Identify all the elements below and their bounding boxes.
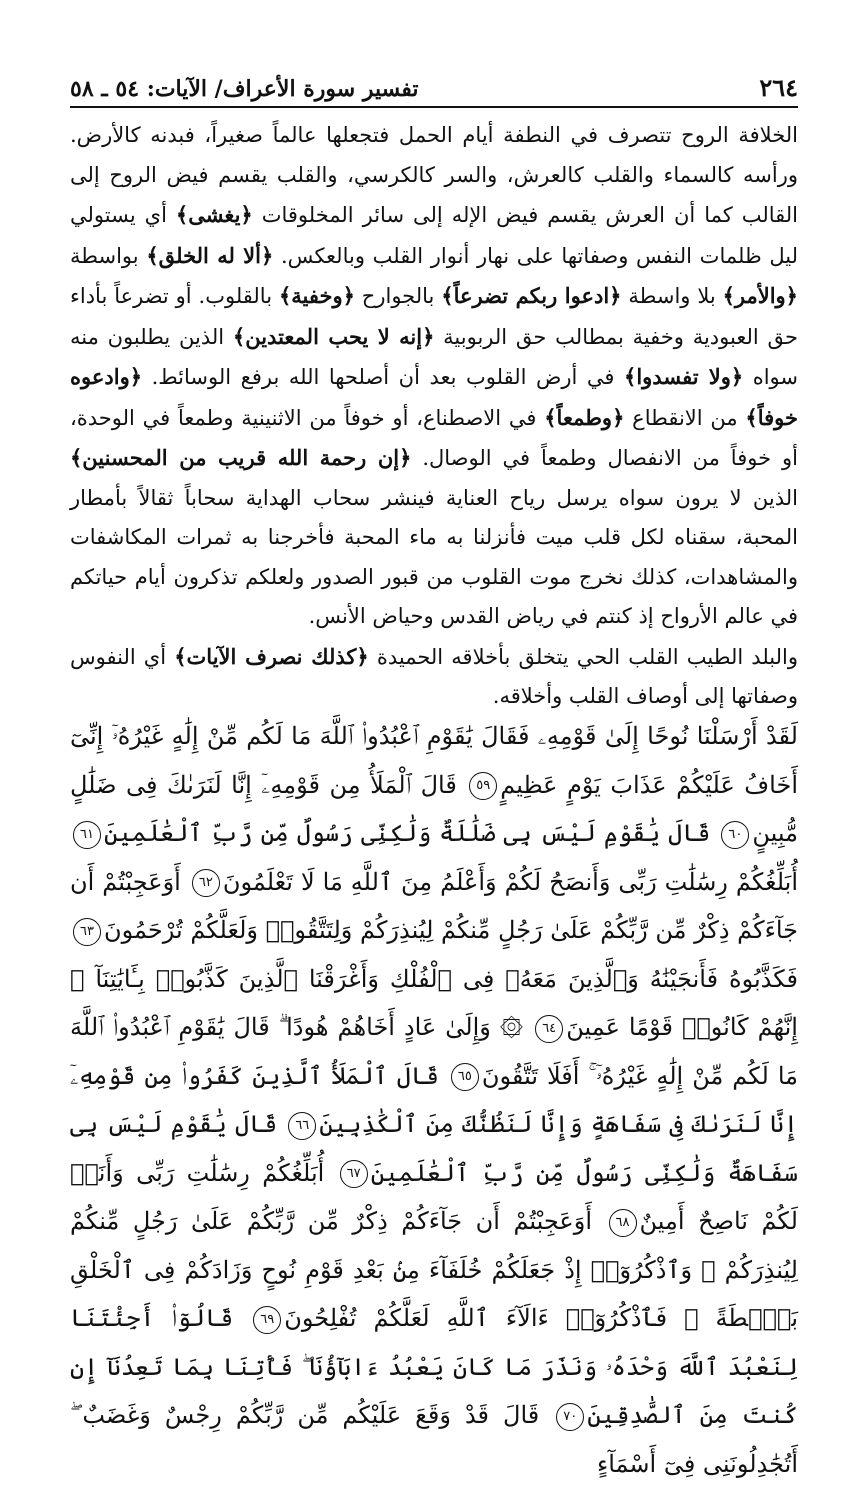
ayah-number-marker: ٧٠ [556, 1403, 584, 1431]
quoted-phrase: ﴿ألا له الخلق﴾ [146, 242, 274, 268]
verse-text: أُبَلِّغُكُمْ رِسَٰلَٰتِ رَبِّى وَأَنَا۠ لَكُمْ نَاصِحٌ أَمِينٌ [70, 1158, 798, 1235]
quoted-phrase: ﴿إن رحمة الله قريب من المحسنين﴾ [70, 445, 412, 470]
ayah-number-marker: ٥٩ [469, 772, 497, 800]
page-number: ٢٦٤ [759, 73, 798, 102]
commentary-segment: من الانقطاع [624, 405, 746, 430]
ayah-number-marker: ٦٧ [340, 1160, 368, 1188]
commentary-segment: الذين يطلبون منه سواه [70, 324, 798, 389]
ayah-number-marker: ٦١ [73, 821, 101, 849]
verse-text: قَالَ قَدْ وَقَعَ عَلَيْكُم مِّن رَّبِّكُمْ رِجْسٌ وَغَضَبٌ ۖ أَتُجَٰدِلُونَنِى فِىٓ أَسْمَآءٍ [70, 1401, 798, 1478]
ayah-number-marker: ٦٠ [721, 821, 749, 849]
commentary-segment: أي يستولي ليل ظلمات النفس وصفاتها على نهار أنوار القلب وبالعكس. [70, 203, 798, 268]
verse-text: قَالُوٓا۟ أَجِئْتَنَا لِنَعْبُدَ ٱللَّهَ وَحْدَهُۥ وَنَذَرَ مَا كَانَ يَعْبُدُ ءَابَآؤُنَا ۖ فَأْتِنَا بِمَا تَعِدُنَآ إِن كُنتَ مِنَ ٱلصَّٰدِقِينَ [70, 1304, 798, 1429]
commentary-paragraph [70, 637, 798, 717]
quoted-phrase: ﴿ادعوا ربكم تضرعاً﴾ [441, 283, 622, 308]
commentary-segment: بالجوارح [354, 284, 442, 308]
quoted-phrase: ﴿ولا تفسدوا﴾ [624, 364, 744, 389]
ayah-number-marker: ٦٤ [535, 1015, 563, 1043]
page-header [70, 62, 798, 108]
verse-text: لَقَدْ أَرْسَلْنَا نُوحًا إِلَىٰ قَوْمِهِۦ فَقَالَ يَٰقَوْمِ ٱعْبُدُوا۟ ٱللَّهَ مَا لَكُم مِّنْ إِلَٰهٍ غَيْرُهُۥٓ إِنِّىٓ أَخَافُ عَلَيْكُمْ عَذَابَ يَوْمٍ عَظِيمٍ [70, 722, 798, 799]
commentary-segment: في أرض القلوب بعد أن أصلحها الله برفع الوسائط. [142, 365, 625, 389]
commentary-segment: والبلد الطيب القلب الحي يتخلق بأخلاقه الحميدة [368, 644, 798, 669]
commentary-segment: بالقلوب. أو تضرعاً بأداء حق العبودية وخفية بمطالب حق الربوبية [70, 284, 798, 349]
ayah-number-marker: ٦٨ [609, 1209, 637, 1237]
commentary-segment: بلا واسطة [621, 284, 723, 308]
quoted-phrase: ﴿كذلك نصرف الآيات﴾ [174, 643, 369, 669]
verse-text: أَوَعَجِبْتُمْ أَن جَآءَكُمْ ذِكْرٌ مِّن رَّبِّكُمْ عَلَىٰ رَجُلٍ مِّنكُمْ لِيُنذِرَكُمْ ۚ وَٱذْكُرُوٓا۟ إِذْ جَعَلَكُمْ خُلَفَآءَ مِنۢ بَعْدِ قَوْمِ نُوحٍ وَزَادَكُمْ فِى ٱلْخَلْقِ بَصْۜطَةً ۖ فَٱذْكُرُوٓا۟ ءَالَآءَ ٱللَّهِ لَعَلَّكُمْ تُفْلِحُونَ [70, 1207, 798, 1332]
ayah-number-marker: ٦٦ [288, 1112, 316, 1140]
verse-text: أُبَلِّغُكُمْ رِسَٰلَٰتِ رَبِّى وَأَنصَحُ لَكُمْ وَأَعْلَمُ مِنَ ٱللَّهِ مَا لَا تَعْلَمُونَ [222, 867, 798, 896]
commentary-segment: الخلافة الروح تتصرف في النطفة أيام الحمل فتجعلها عالماً صغيراً، فبدنه كالأرض. ورأسه كالسماء والقلب كالعرش، والسر كالكرسي، والقلب يقسم فيض الروح إلى القالب كما أن العرش يقسم فيض الإله إلى سائر المخلوقات [70, 123, 798, 227]
commentary-segment: الذين لا يرون سواه يرسل رياح العناية فينشر سحاب الهداية سحاباً ثقالاً بأمطار المحبة، سقناه لكل قلب ميت فأنزلنا به ماء المحبة فأخرجنا به ثمرات المكاشفات والمشاهدات، كذلك نخرج موت القلوب من قبور الصدور ولعلكم تذكرون أيام حياتكم في عالم الأرواح إذ كنتم في رياض القدس وحياض الأنس. [70, 485, 798, 628]
commentary-segment: أي النفوس وصفاتها إلى أوصاف القلب وأخلاقه. [70, 644, 798, 708]
quoted-phrase: ﴿يغشى﴾ [175, 202, 253, 227]
commentary-segment: في الاصطناع، أو خوفاً من الاثنينية وطمعاً في الوحدة، أو خوفاً من الانفصال وطمعاً في الوصال. [70, 405, 798, 470]
verse-text: قَالَ ٱلْمَلَأُ مِن قَوْمِهِۦٓ إِنَّا لَنَرَىٰكَ فِى ضَلَٰلٍ مُّبِينٍ [70, 770, 798, 847]
verse-text: أَوَعَجِبْتُمْ أَن جَآءَكُمْ ذِكْرٌ مِّن رَّبِّكُمْ عَلَىٰ رَجُلٍ مِّنكُمْ لِيُنذِرَكُمْ وَلِتَتَّقُوا۟ وَلَعَلَّكُمْ تُرْحَمُونَ [70, 867, 798, 944]
verse-text: فَكَذَّبُوهُ فَأَنجَيْنَٰهُ وَٱلَّذِينَ مَعَهُۥ فِى ٱلْفُلْكِ وَأَغْرَقْنَا ٱلَّذِينَ كَذَّبُوا۟ بِـَٔايَٰتِنَآ ۚ إِنَّهُمْ كَانُوا۟ قَوْمًا عَمِينَ [70, 964, 798, 1041]
quoted-phrase: ﴿وادعوه خوفاً﴾ [70, 364, 798, 430]
ayah-number-marker: ٦٣ [73, 918, 101, 946]
ayah-number-marker: ٦٩ [253, 1306, 281, 1334]
quoted-phrase: ﴿إنه لا يحب المعتدين﴾ [232, 323, 435, 349]
commentary-paragraph [70, 116, 798, 637]
quoted-phrase: ﴿وطمعاً﴾ [544, 404, 625, 430]
running-title: تفسير سورة الأعراف/ الآيات: ٥٤ ـ ٥٨ [70, 76, 419, 102]
verse-text: قَالَ ٱلْمَلَأُ ٱلَّذِينَ كَفَرُوا۟ مِن قَوْمِهِۦٓ إِنَّا لَنَرَىٰكَ فِى سَفَاهَةٍ وَإِنَّا لَنَظُنُّكَ مِنَ ٱلْكَٰذِبِينَ [70, 1061, 798, 1138]
hizb-mark-icon: ۞ [499, 1013, 524, 1041]
commentary-text [70, 116, 798, 717]
commentary-segment: بواسطة [70, 243, 147, 268]
quoted-phrase: ﴿والأمر﴾ [722, 283, 798, 308]
quoted-phrase: ﴿وخفية﴾ [278, 283, 355, 308]
verse-text: قَالَ يَٰقَوْمِ لَيْسَ بِى ضَلَٰلَةٌ وَلَٰكِنِّى رَسُولٌ مِّن رَّبِّ ٱلْعَٰلَمِينَ [104, 819, 711, 847]
verse-text: قَالَ يَٰقَوْمِ لَيْسَ بِى سَفَاهَةٌ وَلَٰكِنِّى رَسُولٌ مِّن رَّبِّ ٱلْعَٰلَمِينَ [70, 1110, 798, 1187]
ayah-number-marker: ٦٥ [451, 1063, 479, 1091]
ayah-number-marker: ٦٢ [192, 869, 220, 897]
verse-text: وَإِلَىٰ عَادٍ أَخَاهُمْ هُودًا ۗ قَالَ يَٰقَوْمِ ٱعْبُدُوا۟ ٱللَّهَ مَا لَكُم مِّنْ إِلَٰهٍ غَيْرُهُۥٓ ۚ أَفَلَا تَتَّقُونَ [70, 1013, 798, 1090]
